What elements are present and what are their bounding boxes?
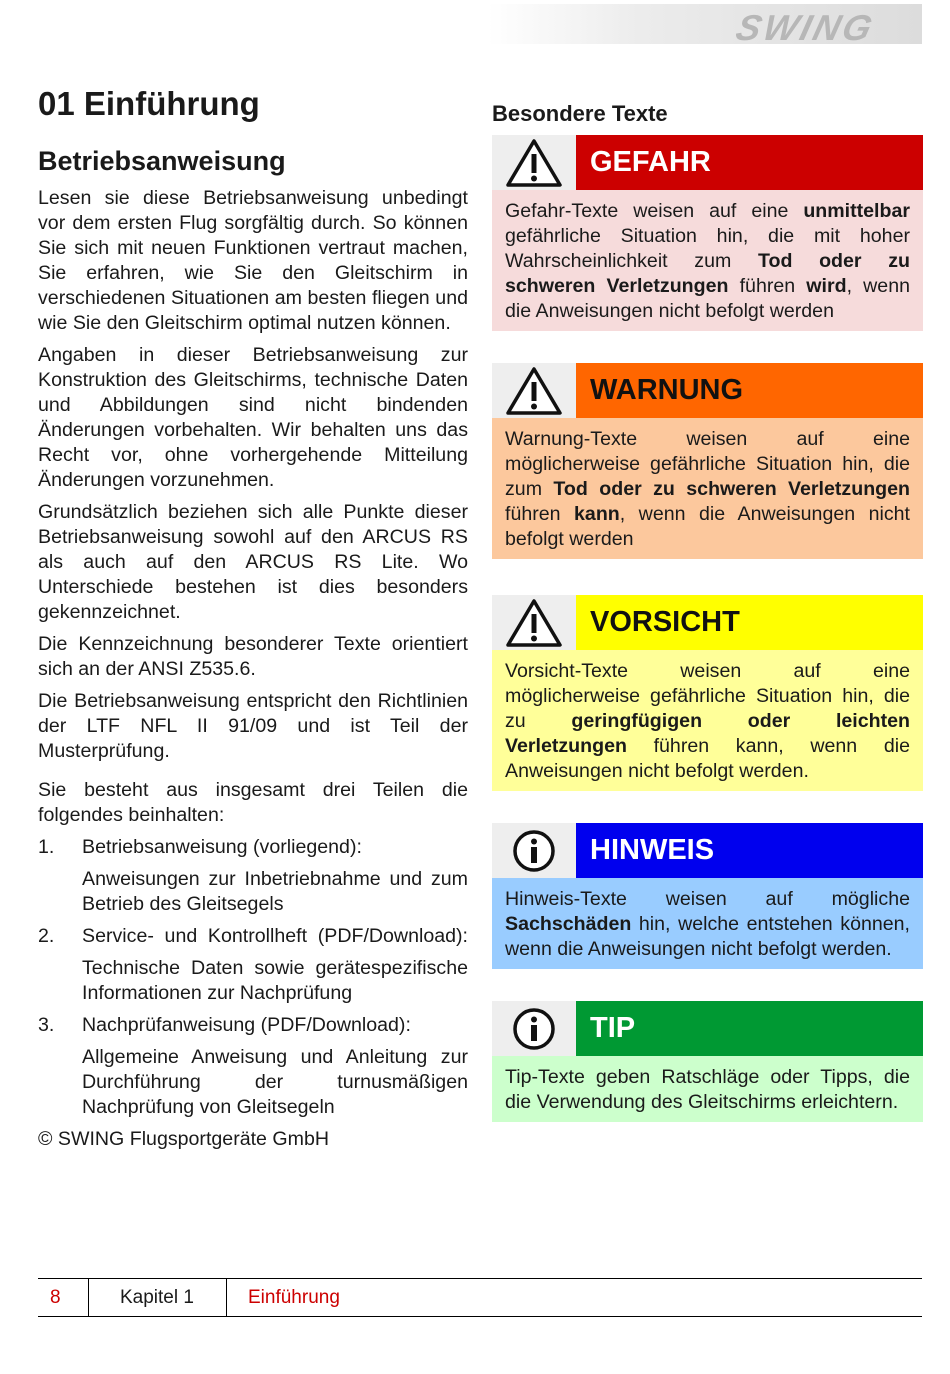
footer-rule-bottom bbox=[38, 1316, 922, 1317]
list-number: 3. bbox=[38, 1014, 55, 1036]
notice-box bbox=[492, 823, 923, 969]
warning-text: Warnung-Texte weisen auf eine möglicherweise gefährliche Situation hin, die zum Tod oder zu schweren Verletzungen führen kann, wenn die Anweisungen nicht befolgt werden bbox=[492, 418, 923, 559]
danger-text: Gefahr-Texte weisen auf eine unmittelbar gefährliche Situation hin, die mit hoher Wahrscheinlichkeit zum Tod oder zu schweren Verletzungen führen wird, wenn die Anweisungen nicht befolgt werden bbox=[492, 190, 923, 331]
page-number: 8 bbox=[50, 1287, 61, 1308]
warning-triangle-icon bbox=[492, 595, 576, 650]
section-title: Betriebsanweisung bbox=[38, 146, 286, 176]
list-item-description: Anweisungen zur Inbetriebnahme und zum Betrieb des Gleitsegels bbox=[82, 868, 468, 915]
swing-logo: SWING bbox=[732, 7, 880, 48]
paragraph-models: Grundsätzlich beziehen sich alle Punkte dieser Betriebsanweisung sowohl auf den ARCUS RS als auch auf den ARCUS RS Lite. Wo Unterschiede bestehen ist dies besonders gekennzeichnet. bbox=[38, 501, 468, 623]
paragraph-parts: Sie besteht aus insgesamt drei Teilen die folgendes beinhalten: bbox=[38, 779, 468, 826]
notice-text: Hinweis-Texte weisen auf mögliche Sachschäden hin, welche entstehen können, wenn die Anweisungen nicht befolgt werden. bbox=[492, 878, 923, 969]
footer-chapter: Kapitel 1 bbox=[120, 1287, 194, 1308]
danger-label: GEFAHR bbox=[576, 135, 923, 190]
list-number: 1. bbox=[38, 836, 55, 858]
info-icon bbox=[492, 1001, 576, 1056]
list-item-title: Betriebsanweisung (vorliegend): bbox=[82, 836, 362, 858]
warning-label: WARNUNG bbox=[576, 363, 923, 418]
list-item bbox=[38, 835, 468, 917]
parts-list bbox=[38, 835, 468, 1120]
special-texts-title: Besondere Texte bbox=[492, 101, 668, 126]
footer-divider bbox=[226, 1278, 227, 1316]
copyright: © SWING Flugsportgeräte GmbH bbox=[38, 1128, 330, 1150]
list-item-description: Allgemeine Anweisung und Anleitung zur Durchführung der turnusmäßigen Nachprüfung von Gleitsegeln bbox=[82, 1046, 468, 1118]
paragraph-ansi: Die Kennzeichnung besonderer Texte orientiert sich an der ANSI Z535.6. bbox=[38, 633, 468, 680]
list-item-title: Service- und Kontrollheft (PDF/Download): bbox=[82, 925, 468, 947]
tip-label: TIP bbox=[576, 1001, 923, 1056]
chapter-title: 01 Einführung bbox=[38, 85, 260, 122]
footer-rule-top bbox=[38, 1278, 922, 1279]
warning-box bbox=[492, 363, 923, 559]
paragraph-ltf: Die Betriebsanweisung entspricht den Richtlinien der LTF NFL II 91/09 und ist Teil der Musterprüfung. bbox=[38, 690, 468, 762]
footer-divider bbox=[88, 1278, 89, 1316]
paragraph-changes: Angaben in dieser Betriebsanweisung zur Konstruktion des Gleitschirms, technische Daten und Abbildungen sind nicht bindenden Änderungen vorbehalten. Wir behalten uns das Recht vor, ohne vorhergehende Mitteilung Änderungen vorzunehmen. bbox=[38, 344, 468, 491]
list-item bbox=[38, 924, 468, 1006]
notice-label: HINWEIS bbox=[576, 823, 923, 878]
list-number: 2. bbox=[38, 925, 55, 947]
caution-label: VORSICHT bbox=[576, 595, 923, 650]
header-band bbox=[488, 4, 922, 48]
caution-text: Vorsicht-Texte weisen auf eine möglicherweise gefährliche Situation hin, die zu geringfügigen oder leichten Verletzungen führen kann, wenn die Anweisungen nicht befolgt werden. bbox=[492, 650, 923, 791]
warning-triangle-icon bbox=[492, 135, 576, 190]
right-column bbox=[492, 100, 923, 1122]
paragraph-intro: Lesen sie diese Betriebsanweisung unbedingt vor dem ersten Flug sorgfältig durch. So können Sie sich mit neuen Funktionen vertraut machen, Sie erfahren, wie Sie den Gleitschirm in verschiedenen Situationen am besten fliegen und wie Sie den Gleitschirm optimal nutzen können. bbox=[38, 187, 468, 334]
list-item-description: Technische Daten sowie gerätespezifische Informationen zur Nachprüfung bbox=[82, 957, 468, 1004]
list-item bbox=[38, 1013, 468, 1120]
tip-text: Tip-Texte geben Ratschläge oder Tipps, die die Verwendung des Gleitschirms erleichtern. bbox=[492, 1056, 923, 1122]
tip-box bbox=[492, 1001, 923, 1122]
left-column bbox=[38, 84, 468, 1152]
list-item-title: Nachprüfanweisung (PDF/Download): bbox=[82, 1014, 411, 1036]
info-icon bbox=[492, 823, 576, 878]
caution-box bbox=[492, 595, 923, 791]
danger-box bbox=[492, 135, 923, 331]
footer-section: Einführung bbox=[248, 1287, 340, 1308]
warning-triangle-icon bbox=[492, 363, 576, 418]
